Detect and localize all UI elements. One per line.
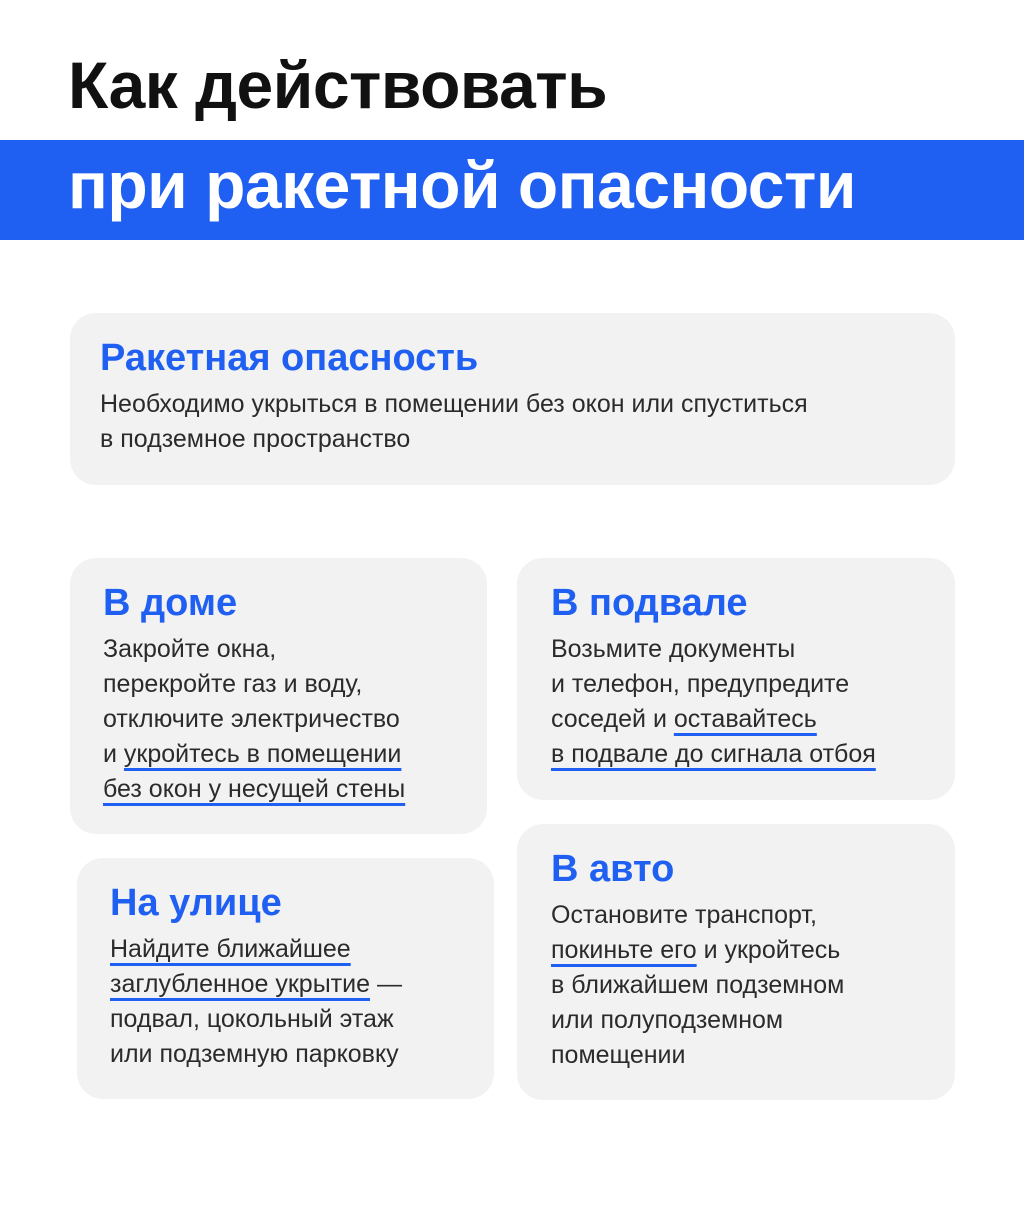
text-line: помещении [551,1041,686,1069]
card-at-home [70,558,487,834]
card-text [110,932,494,1072]
card-in-car [517,824,955,1100]
underlined-text: Найдите ближайшее [110,935,351,963]
underlined-text: в подвале до сигнала отбоя [551,740,876,768]
underlined-text: оставайтесь [673,705,817,733]
card-in-basement [517,558,955,800]
card-text [100,387,955,457]
underlined-text: укройтесь в помещении [123,740,402,768]
text-line: перекройте газ и воду, [103,670,363,698]
page-title-line2: при ракетной опасности [68,148,856,222]
page-title-line1: Как действовать [68,48,608,122]
card-title: В авто [551,848,675,890]
text-line [103,737,487,772]
card-text [103,632,487,807]
card-title: В доме [103,582,238,624]
text-line [110,967,494,1002]
text-line: Закройте окна, [103,635,277,663]
card-text [551,632,955,772]
underlined-text: покиньте его [551,936,697,964]
text-line: Остановите транспорт, [551,901,817,929]
card-title: Ракетная опасность [100,337,479,379]
text-line [551,933,955,968]
text-line [103,772,487,807]
card-missile-danger [70,313,955,485]
text-fragment: — [370,970,402,998]
text-fragment: соседей и [551,705,674,733]
text-line [110,932,494,967]
text-fragment: и [103,740,124,768]
text-line: Необходимо укрыться в помещении без окон или спуститься [100,390,808,418]
text-line: Возьмите документы [551,635,796,663]
text-line: отключите электричество [103,705,400,733]
underlined-text: заглубленное укрытие [110,970,370,998]
text-line [551,702,955,737]
text-line: и телефон, предупредите [551,670,850,698]
card-title: В подвале [551,582,748,624]
text-line: или подземную парковку [110,1040,399,1068]
card-outdoors [77,858,494,1099]
underlined-text: без окон у несущей стены [103,775,406,803]
text-line: в подземное пространство [100,425,411,453]
text-line [551,737,955,772]
card-title: На улице [110,882,282,924]
text-line: подвал, цокольный этаж [110,1005,394,1033]
text-line: или полуподземном [551,1006,784,1034]
text-line: в ближайшем подземном [551,971,845,999]
card-text [551,898,955,1073]
text-fragment: и укройтесь [696,936,841,964]
